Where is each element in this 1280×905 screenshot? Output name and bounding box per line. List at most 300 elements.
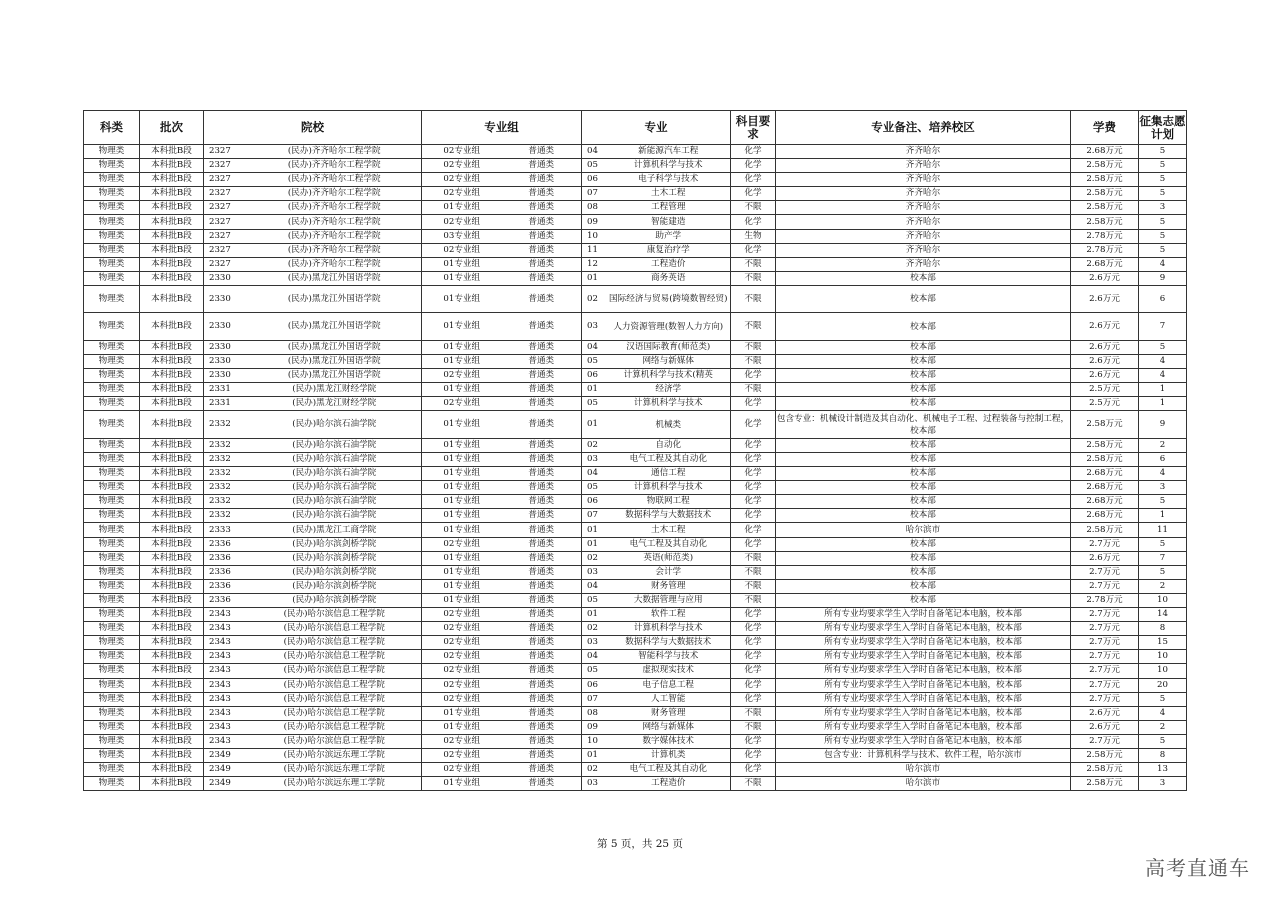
cell-subject: 物理类 — [84, 145, 140, 159]
cell-remark: 校本部 — [776, 537, 1071, 551]
cell-subject: 物理类 — [84, 411, 140, 439]
cell-school-code: 2336 — [204, 593, 248, 607]
cell-remark: 所有专业均要求学生入学时自备笔记本电脑，校本部 — [776, 622, 1071, 636]
cell-type: 普通类 — [502, 215, 582, 229]
cell-major-code: 05 — [582, 664, 607, 678]
cell-requirement: 不限 — [731, 257, 776, 271]
cell-group: 02专业组 — [422, 159, 502, 173]
cell-requirement: 不限 — [731, 340, 776, 354]
cell-school-name: (民办)齐齐哈尔工程学院 — [248, 201, 422, 215]
cell-school-name: (民办)黑龙江外国语学院 — [248, 355, 422, 369]
cell-school-code: 2327 — [204, 229, 248, 243]
cell-tuition: 2.7万元 — [1071, 622, 1139, 636]
table-row — [84, 173, 1187, 187]
cell-batch: 本科批B段 — [140, 229, 204, 243]
cell-subject: 物理类 — [84, 438, 140, 452]
cell-school-code: 2330 — [204, 285, 248, 313]
cell-group: 01专业组 — [422, 411, 502, 439]
cell-subject: 物理类 — [84, 622, 140, 636]
cell-requirement: 化学 — [731, 369, 776, 383]
cell-type: 普通类 — [502, 453, 582, 467]
cell-type: 普通类 — [502, 748, 582, 762]
cell-subject: 物理类 — [84, 692, 140, 706]
cell-major-code: 10 — [582, 229, 607, 243]
cell-group: 01专业组 — [422, 453, 502, 467]
cell-major-code: 06 — [582, 173, 607, 187]
cell-requirement: 化学 — [731, 537, 776, 551]
cell-remark: 校本部 — [776, 593, 1071, 607]
cell-subject: 物理类 — [84, 453, 140, 467]
cell-group: 01专业组 — [422, 706, 502, 720]
cell-major-name: 软件工程 — [607, 608, 731, 622]
cell-plan: 6 — [1139, 285, 1187, 313]
cell-remark: 校本部 — [776, 551, 1071, 565]
cell-requirement: 不限 — [731, 383, 776, 397]
cell-major-name: 虚拟现实技术 — [607, 664, 731, 678]
table-row — [84, 678, 1187, 692]
table-row — [84, 720, 1187, 734]
cell-batch: 本科批B段 — [140, 369, 204, 383]
cell-major-name: 电气工程及其自动化 — [607, 537, 731, 551]
cell-type: 普通类 — [502, 397, 582, 411]
cell-type: 普通类 — [502, 523, 582, 537]
table-row — [84, 159, 1187, 173]
cell-subject: 物理类 — [84, 215, 140, 229]
header-remark: 专业备注、培养校区 — [776, 111, 1071, 145]
cell-group: 01专业组 — [422, 495, 502, 509]
cell-remark: 校本部 — [776, 313, 1071, 341]
cell-school-name: (民办)哈尔滨信息工程学院 — [248, 608, 422, 622]
cell-plan: 5 — [1139, 734, 1187, 748]
cell-school-name: (民办)哈尔滨剑桥学院 — [248, 593, 422, 607]
cell-plan: 5 — [1139, 565, 1187, 579]
cell-group: 01专业组 — [422, 438, 502, 452]
cell-major-code: 06 — [582, 678, 607, 692]
cell-school-name: (民办)黑龙江外国语学院 — [248, 369, 422, 383]
cell-plan: 15 — [1139, 636, 1187, 650]
cell-group: 02专业组 — [422, 622, 502, 636]
cell-type: 普通类 — [502, 340, 582, 354]
cell-type: 普通类 — [502, 411, 582, 439]
cell-school-code: 2330 — [204, 313, 248, 341]
cell-major-name: 计算机科学与技术 — [607, 397, 731, 411]
table-row — [84, 481, 1187, 495]
cell-school-name: (民办)哈尔滨石油学院 — [248, 453, 422, 467]
cell-subject: 物理类 — [84, 565, 140, 579]
cell-school-code: 2343 — [204, 720, 248, 734]
cell-type: 普通类 — [502, 495, 582, 509]
cell-major-name: 人力资源管理(数智人力方向) — [607, 313, 731, 341]
cell-school-name: (民办)齐齐哈尔工程学院 — [248, 187, 422, 201]
cell-school-code: 2336 — [204, 579, 248, 593]
cell-subject: 物理类 — [84, 201, 140, 215]
cell-major-code: 03 — [582, 313, 607, 341]
cell-batch: 本科批B段 — [140, 678, 204, 692]
cell-batch: 本科批B段 — [140, 622, 204, 636]
cell-type: 普通类 — [502, 650, 582, 664]
cell-batch: 本科批B段 — [140, 453, 204, 467]
cell-remark: 齐齐哈尔 — [776, 229, 1071, 243]
cell-type: 普通类 — [502, 763, 582, 777]
cell-subject: 物理类 — [84, 551, 140, 565]
cell-plan: 2 — [1139, 438, 1187, 452]
cell-school-code: 2343 — [204, 650, 248, 664]
cell-requirement: 化学 — [731, 145, 776, 159]
table-row — [84, 145, 1187, 159]
cell-tuition: 2.5万元 — [1071, 397, 1139, 411]
cell-plan: 7 — [1139, 551, 1187, 565]
cell-school-code: 2330 — [204, 355, 248, 369]
cell-requirement: 化学 — [731, 650, 776, 664]
cell-school-code: 2332 — [204, 467, 248, 481]
cell-plan: 5 — [1139, 145, 1187, 159]
cell-requirement: 化学 — [731, 159, 776, 173]
cell-tuition: 2.68万元 — [1071, 495, 1139, 509]
cell-batch: 本科批B段 — [140, 243, 204, 257]
cell-major-code: 01 — [582, 383, 607, 397]
cell-major-code: 04 — [582, 340, 607, 354]
cell-tuition: 2.6万元 — [1071, 355, 1139, 369]
cell-tuition: 2.6万元 — [1071, 706, 1139, 720]
cell-major-name: 数据科学与大数据技术 — [607, 509, 731, 523]
cell-batch: 本科批B段 — [140, 481, 204, 495]
cell-subject: 物理类 — [84, 229, 140, 243]
cell-remark: 所有专业均要求学生入学时自备笔记本电脑，校本部 — [776, 636, 1071, 650]
cell-plan: 1 — [1139, 509, 1187, 523]
cell-major-code: 09 — [582, 720, 607, 734]
cell-requirement: 化学 — [731, 453, 776, 467]
cell-tuition: 2.58万元 — [1071, 411, 1139, 439]
cell-major-code: 03 — [582, 777, 607, 791]
table-row — [84, 537, 1187, 551]
cell-type: 普通类 — [502, 706, 582, 720]
table-row — [84, 453, 1187, 467]
cell-tuition: 2.58万元 — [1071, 523, 1139, 537]
table-row — [84, 340, 1187, 354]
cell-plan: 5 — [1139, 173, 1187, 187]
cell-school-code: 2327 — [204, 187, 248, 201]
cell-batch: 本科批B段 — [140, 340, 204, 354]
cell-school-name: (民办)齐齐哈尔工程学院 — [248, 257, 422, 271]
cell-school-name: (民办)黑龙江财经学院 — [248, 397, 422, 411]
cell-requirement: 化学 — [731, 173, 776, 187]
cell-subject: 物理类 — [84, 579, 140, 593]
cell-type: 普通类 — [502, 481, 582, 495]
cell-plan: 11 — [1139, 523, 1187, 537]
cell-subject: 物理类 — [84, 678, 140, 692]
cell-remark: 齐齐哈尔 — [776, 187, 1071, 201]
cell-major-name: 数据科学与大数据技术 — [607, 636, 731, 650]
cell-tuition: 2.78万元 — [1071, 243, 1139, 257]
cell-group: 01专业组 — [422, 355, 502, 369]
cell-school-name: (民办)齐齐哈尔工程学院 — [248, 215, 422, 229]
cell-school-code: 2327 — [204, 145, 248, 159]
cell-group: 01专业组 — [422, 257, 502, 271]
cell-major-code: 02 — [582, 438, 607, 452]
cell-group: 02专业组 — [422, 678, 502, 692]
cell-major-code: 01 — [582, 271, 607, 285]
cell-tuition: 2.6万元 — [1071, 340, 1139, 354]
cell-plan: 2 — [1139, 720, 1187, 734]
cell-remark: 校本部 — [776, 383, 1071, 397]
cell-batch: 本科批B段 — [140, 509, 204, 523]
cell-group: 02专业组 — [422, 145, 502, 159]
cell-major-name: 国际经济与贸易(跨境数智经贸) — [607, 285, 731, 313]
cell-remark: 齐齐哈尔 — [776, 215, 1071, 229]
cell-tuition: 2.68万元 — [1071, 509, 1139, 523]
cell-batch: 本科批B段 — [140, 593, 204, 607]
cell-subject: 物理类 — [84, 257, 140, 271]
cell-major-name: 汉语国际教育(师范类) — [607, 340, 731, 354]
cell-major-code: 03 — [582, 636, 607, 650]
cell-major-name: 工程造价 — [607, 257, 731, 271]
cell-subject: 物理类 — [84, 313, 140, 341]
cell-major-code: 05 — [582, 397, 607, 411]
cell-school-code: 2327 — [204, 173, 248, 187]
header-tuition: 学费 — [1071, 111, 1139, 145]
cell-subject: 物理类 — [84, 650, 140, 664]
cell-major-code: 05 — [582, 593, 607, 607]
header-group: 专业组 — [422, 111, 582, 145]
cell-tuition: 2.78万元 — [1071, 229, 1139, 243]
cell-batch: 本科批B段 — [140, 495, 204, 509]
cell-school-name: (民办)黑龙江外国语学院 — [248, 340, 422, 354]
cell-type: 普通类 — [502, 608, 582, 622]
cell-requirement: 不限 — [731, 285, 776, 313]
cell-subject: 物理类 — [84, 537, 140, 551]
cell-school-name: (民办)哈尔滨石油学院 — [248, 438, 422, 452]
cell-group: 02专业组 — [422, 537, 502, 551]
cell-school-code: 2327 — [204, 215, 248, 229]
cell-requirement: 化学 — [731, 523, 776, 537]
table-row — [84, 201, 1187, 215]
cell-plan: 20 — [1139, 678, 1187, 692]
cell-remark: 校本部 — [776, 453, 1071, 467]
cell-subject: 物理类 — [84, 481, 140, 495]
cell-major-code: 01 — [582, 523, 607, 537]
cell-group: 01专业组 — [422, 271, 502, 285]
cell-school-name: (民办)黑龙江工商学院 — [248, 523, 422, 537]
cell-plan: 5 — [1139, 537, 1187, 551]
cell-tuition: 2.6万元 — [1071, 271, 1139, 285]
cell-subject: 物理类 — [84, 593, 140, 607]
cell-requirement: 不限 — [731, 313, 776, 341]
cell-major-code: 04 — [582, 579, 607, 593]
cell-requirement: 不限 — [731, 551, 776, 565]
cell-group: 01专业组 — [422, 313, 502, 341]
cell-school-name: (民办)哈尔滨远东理工学院 — [248, 777, 422, 791]
cell-plan: 8 — [1139, 748, 1187, 762]
cell-major-name: 智能科学与技术 — [607, 650, 731, 664]
cell-major-code: 10 — [582, 734, 607, 748]
cell-major-code: 02 — [582, 622, 607, 636]
cell-plan: 4 — [1139, 355, 1187, 369]
cell-subject: 物理类 — [84, 383, 140, 397]
cell-school-name: (民办)哈尔滨石油学院 — [248, 411, 422, 439]
cell-major-code: 01 — [582, 608, 607, 622]
cell-tuition: 2.7万元 — [1071, 636, 1139, 650]
cell-type: 普通类 — [502, 622, 582, 636]
cell-major-name: 财务管理 — [607, 706, 731, 720]
cell-subject: 物理类 — [84, 187, 140, 201]
cell-tuition: 2.58万元 — [1071, 438, 1139, 452]
cell-plan: 10 — [1139, 593, 1187, 607]
cell-tuition: 2.68万元 — [1071, 481, 1139, 495]
table-row — [84, 579, 1187, 593]
cell-requirement: 化学 — [731, 187, 776, 201]
cell-remark: 所有专业均要求学生入学时自备笔记本电脑，校本部 — [776, 678, 1071, 692]
cell-type: 普通类 — [502, 383, 582, 397]
cell-type: 普通类 — [502, 355, 582, 369]
cell-group: 02专业组 — [422, 369, 502, 383]
cell-tuition: 2.58万元 — [1071, 777, 1139, 791]
cell-group: 02专业组 — [422, 664, 502, 678]
cell-plan: 5 — [1139, 159, 1187, 173]
cell-school-code: 2327 — [204, 243, 248, 257]
cell-school-name: (民办)黑龙江外国语学院 — [248, 313, 422, 341]
cell-remark: 校本部 — [776, 355, 1071, 369]
cell-plan: 5 — [1139, 215, 1187, 229]
table-row — [84, 664, 1187, 678]
cell-major-name: 数字媒体技术 — [607, 734, 731, 748]
cell-requirement: 不限 — [731, 706, 776, 720]
cell-school-code: 2336 — [204, 565, 248, 579]
cell-remark: 哈尔滨市 — [776, 763, 1071, 777]
cell-school-name: (民办)哈尔滨信息工程学院 — [248, 720, 422, 734]
cell-school-code: 2332 — [204, 438, 248, 452]
cell-remark: 校本部 — [776, 509, 1071, 523]
cell-remark: 齐齐哈尔 — [776, 145, 1071, 159]
cell-batch: 本科批B段 — [140, 411, 204, 439]
cell-school-code: 2343 — [204, 706, 248, 720]
cell-group: 01专业组 — [422, 551, 502, 565]
cell-requirement: 化学 — [731, 763, 776, 777]
cell-school-code: 2333 — [204, 523, 248, 537]
cell-major-name: 计算机科学与技术 — [607, 622, 731, 636]
cell-remark: 校本部 — [776, 438, 1071, 452]
cell-tuition: 2.68万元 — [1071, 257, 1139, 271]
cell-group: 02专业组 — [422, 763, 502, 777]
cell-group: 01专业组 — [422, 201, 502, 215]
cell-major-code: 03 — [582, 453, 607, 467]
cell-batch: 本科批B段 — [140, 565, 204, 579]
cell-remark: 校本部 — [776, 340, 1071, 354]
cell-school-code: 2336 — [204, 551, 248, 565]
cell-remark: 所有专业均要求学生入学时自备笔记本电脑，校本部 — [776, 720, 1071, 734]
cell-batch: 本科批B段 — [140, 734, 204, 748]
cell-type: 普通类 — [502, 565, 582, 579]
cell-batch: 本科批B段 — [140, 257, 204, 271]
cell-major-name: 会计学 — [607, 565, 731, 579]
cell-type: 普通类 — [502, 201, 582, 215]
cell-batch: 本科批B段 — [140, 159, 204, 173]
cell-major-code: 06 — [582, 495, 607, 509]
cell-plan: 3 — [1139, 481, 1187, 495]
table-row — [84, 257, 1187, 271]
cell-plan: 3 — [1139, 201, 1187, 215]
cell-remark: 齐齐哈尔 — [776, 201, 1071, 215]
cell-major-name: 新能源汽车工程 — [607, 145, 731, 159]
table-row — [84, 777, 1187, 791]
cell-requirement: 化学 — [731, 397, 776, 411]
cell-remark: 哈尔滨市 — [776, 777, 1071, 791]
table-row — [84, 523, 1187, 537]
table-row — [84, 748, 1187, 762]
cell-remark: 校本部 — [776, 495, 1071, 509]
cell-tuition: 2.58万元 — [1071, 173, 1139, 187]
cell-plan: 9 — [1139, 271, 1187, 285]
cell-remark: 包含专业：计算机科学与技术、软件工程，哈尔滨市 — [776, 748, 1071, 762]
cell-major-code: 03 — [582, 565, 607, 579]
cell-plan: 10 — [1139, 664, 1187, 678]
cell-major-code: 02 — [582, 763, 607, 777]
cell-requirement: 化学 — [731, 664, 776, 678]
cell-major-code: 07 — [582, 509, 607, 523]
cell-remark: 所有专业均要求学生入学时自备笔记本电脑，校本部 — [776, 608, 1071, 622]
table-row — [84, 383, 1187, 397]
table-row — [84, 271, 1187, 285]
cell-tuition: 2.7万元 — [1071, 678, 1139, 692]
cell-subject: 物理类 — [84, 340, 140, 354]
cell-school-code: 2343 — [204, 734, 248, 748]
cell-tuition: 2.7万元 — [1071, 565, 1139, 579]
cell-subject: 物理类 — [84, 495, 140, 509]
cell-tuition: 2.7万元 — [1071, 664, 1139, 678]
cell-school-code: 2327 — [204, 159, 248, 173]
cell-plan: 4 — [1139, 706, 1187, 720]
cell-major-code: 09 — [582, 215, 607, 229]
cell-school-name: (民办)哈尔滨石油学院 — [248, 481, 422, 495]
cell-group: 02专业组 — [422, 215, 502, 229]
table-row — [84, 243, 1187, 257]
cell-major-name: 电子科学与技术 — [607, 173, 731, 187]
cell-group: 02专业组 — [422, 397, 502, 411]
cell-remark: 校本部 — [776, 285, 1071, 313]
cell-batch: 本科批B段 — [140, 579, 204, 593]
cell-subject: 物理类 — [84, 355, 140, 369]
cell-remark: 所有专业均要求学生入学时自备笔记本电脑，校本部 — [776, 734, 1071, 748]
cell-batch: 本科批B段 — [140, 636, 204, 650]
cell-major-name: 自动化 — [607, 438, 731, 452]
cell-major-name: 大数据管理与应用 — [607, 593, 731, 607]
cell-type: 普通类 — [502, 593, 582, 607]
cell-major-name: 计算机类 — [607, 748, 731, 762]
table-row — [84, 187, 1187, 201]
table-body — [84, 145, 1187, 791]
cell-major-code: 06 — [582, 369, 607, 383]
cell-major-code: 05 — [582, 355, 607, 369]
cell-school-code: 2332 — [204, 411, 248, 439]
cell-school-name: (民办)黑龙江财经学院 — [248, 383, 422, 397]
cell-major-name: 电子信息工程 — [607, 678, 731, 692]
cell-group: 01专业组 — [422, 579, 502, 593]
cell-school-name: (民办)哈尔滨信息工程学院 — [248, 664, 422, 678]
cell-type: 普通类 — [502, 159, 582, 173]
cell-school-name: (民办)哈尔滨远东理工学院 — [248, 763, 422, 777]
cell-plan: 5 — [1139, 243, 1187, 257]
cell-batch: 本科批B段 — [140, 187, 204, 201]
cell-major-code: 02 — [582, 551, 607, 565]
table-row — [84, 397, 1187, 411]
cell-major-name: 智能建造 — [607, 215, 731, 229]
cell-major-code: 07 — [582, 692, 607, 706]
cell-school-code: 2349 — [204, 763, 248, 777]
cell-tuition: 2.6万元 — [1071, 285, 1139, 313]
cell-school-code: 2330 — [204, 369, 248, 383]
cell-plan: 4 — [1139, 467, 1187, 481]
cell-type: 普通类 — [502, 313, 582, 341]
cell-batch: 本科批B段 — [140, 397, 204, 411]
